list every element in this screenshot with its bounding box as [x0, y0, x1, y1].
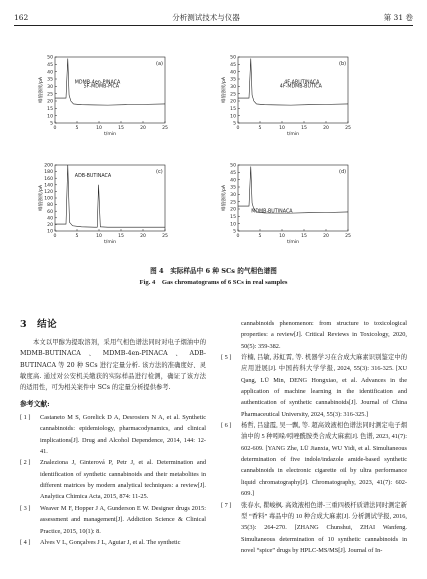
reference-item — [20, 412, 206, 457]
reference-text: Alves V L, Gonçalves J L, Aguiar J, et al. The synthetic — [40, 538, 181, 546]
y-tick-label: 40 — [47, 216, 53, 222]
y-tick-label: 15 — [230, 214, 236, 220]
x-tick-label: 5 — [75, 126, 79, 131]
y-tick-label: 120 — [44, 190, 53, 195]
chromatogram-panel-a — [39, 55, 215, 142]
x-axis-label: t/min — [286, 240, 300, 245]
reference-text: 许楠, 吕敏, 苏虹霄, 等. 机器学习在合成大麻素识别鉴定中的应用进展[J]. 中国药科大学学报, 2024, 55(3): 316-325. [XU Qang, LÜ Min, DENG Hongxiao, et al. Advances in the application of machine learning in the identification and authentication of synthetic cannabinoids[J]. Journal of China Pharmaceutical University, 2024, 55(3): 316-325.] — [241, 354, 407, 418]
reference-item — [221, 420, 407, 499]
y-tick-label: 20 — [47, 223, 53, 228]
y-tick-label: 35 — [47, 77, 53, 83]
y-tick-label: 180 — [44, 170, 53, 176]
y-tick-label: 15 — [230, 106, 236, 112]
page-number: 162 — [14, 12, 29, 22]
y-tick-label: 10 — [47, 229, 53, 235]
y-axis-label: 峰值强度/pA — [39, 77, 44, 103]
x-axis-label: t/min — [103, 132, 117, 137]
chromatogram-panel-b — [222, 55, 398, 142]
figure-caption-en: Fig. 4 Gas chromatograms of 6 SCs in real samples — [139, 279, 288, 286]
chromatogram-panel-d — [222, 163, 398, 250]
x-tick-label: 20 — [140, 126, 146, 131]
reference-item — [20, 503, 206, 537]
y-tick-label: 10 — [47, 114, 53, 120]
volume-label: 第 31 卷 — [383, 12, 413, 22]
panel-letter: (b) — [339, 61, 347, 67]
peak-label: 4F-ABUTINACA — [284, 80, 320, 86]
peak-label: 4F-MDMB-BUTICA — [279, 84, 322, 90]
x-tick-label: 15 — [118, 126, 124, 131]
reference-number: [ 5 ] — [221, 354, 232, 362]
y-tick-label: 5 — [50, 121, 53, 127]
chromatogram-b — [222, 55, 398, 142]
peak-label: 5F-MDMB-PICA — [83, 84, 120, 90]
y-axis-label: 峰值强度/pA — [222, 77, 227, 103]
y-tick-label: 160 — [44, 176, 53, 182]
x-tick-label: 15 — [118, 234, 124, 239]
y-tick-label: 20 — [47, 99, 53, 105]
references-list-right — [221, 352, 407, 556]
y-tick-label: 50 — [47, 55, 53, 61]
y-tick-label: 60 — [47, 209, 53, 215]
references-list-left — [20, 412, 206, 548]
chromatogram-panel-c — [39, 163, 215, 250]
y-tick-label: 50 — [230, 163, 236, 169]
peak-label: MDMB-BUTINACA — [251, 209, 293, 215]
x-tick-label: 25 — [162, 126, 168, 131]
x-tick-label: 10 — [279, 126, 285, 131]
y-tick-label: 25 — [47, 92, 53, 98]
reference-text: 杨哲, 吕建霞, 吴一飘, 等. 超高效液相色谱法同时测定电子烟油中的 5 种吲哚/吲唑酰胺类合成大麻素[J]. 色谱, 2023, 41(7): 602-609. [YANG Zhe, LÜ Jianxia, WU Yidi, et al. Simultaneous determination of five indole/indazole amide-based synthetic cannabinoids in electronic cigarette oil by ultra performance liquid chromatography[J]. Chromatography, 2023, 41(7): 602-609.] — [241, 422, 407, 498]
y-tick-label: 45 — [47, 62, 53, 68]
x-tick-label: 5 — [75, 234, 79, 239]
y-tick-label: 200 — [44, 163, 53, 169]
plot-frame — [238, 57, 348, 123]
y-tick-label: 10 — [230, 222, 236, 228]
chromatogram-a — [39, 55, 215, 142]
x-axis-label: t/min — [286, 132, 300, 137]
x-tick-label: 15 — [301, 126, 307, 131]
y-tick-label: 15 — [47, 106, 53, 112]
y-tick-label: 45 — [230, 170, 236, 176]
panel-letter: (d) — [339, 169, 347, 175]
reference-number: [ 6 ] — [221, 422, 232, 430]
panel-letter: (a) — [156, 61, 163, 67]
x-tick-label: 20 — [323, 126, 329, 131]
y-tick-label: 5 — [233, 229, 236, 235]
y-tick-label: 25 — [230, 200, 236, 206]
x-tick-label: 25 — [345, 234, 351, 239]
chromatogram-c — [39, 163, 215, 250]
x-tick-label: 25 — [162, 234, 168, 239]
right-column — [221, 318, 407, 556]
x-axis-label: t/min — [103, 240, 117, 245]
y-tick-label: 5 — [233, 121, 236, 127]
x-tick-label: 0 — [236, 234, 240, 239]
y-tick-label: 35 — [230, 185, 236, 191]
section-title: 3 结论 — [20, 319, 58, 330]
y-tick-label: 40 — [230, 178, 236, 184]
x-tick-label: 0 — [53, 126, 57, 131]
reference-number: [ 3 ] — [20, 504, 31, 512]
y-tick-label: 45 — [230, 62, 236, 68]
y-tick-label: 25 — [230, 92, 236, 98]
y-tick-label: 80 — [47, 203, 53, 209]
x-tick-label: 10 — [96, 126, 102, 131]
y-tick-label: 100 — [44, 196, 53, 202]
y-tick-label: 50 — [230, 55, 236, 61]
x-tick-label: 25 — [345, 126, 351, 131]
reference-item — [221, 352, 407, 420]
y-tick-label: 30 — [230, 84, 236, 90]
x-tick-label: 20 — [140, 234, 146, 239]
y-tick-label: 20 — [230, 99, 236, 105]
y-tick-label: 140 — [44, 183, 53, 189]
y-tick-label: 10 — [230, 114, 236, 120]
y-tick-label: 35 — [230, 77, 236, 83]
panel-letter: (c) — [156, 169, 163, 175]
reference-text: Castaneto M S, Gorelick D A, Desrosiers N A, et al. Synthetic cannabinoids: epidemiology, pharmacodynamics, and clinical implications[J]. Drug and Alcohol Dependence, 2014, 144: 12-41. — [40, 414, 206, 456]
reference-text: Weaver M F, Hopper J A, Gunderson E W. Designer drugs 2015: assessment and management[J]. Addiction Science & Clinical Practice, 2015, 10(1): 8. — [40, 504, 206, 535]
y-tick-label: 40 — [230, 70, 236, 76]
x-tick-label: 20 — [323, 234, 329, 239]
x-tick-label: 15 — [301, 234, 307, 239]
peak-label: ADB-BUTINACA — [74, 173, 112, 179]
reference-text: 张春水, 瞿峻枫. 高效液相色谱-三重四极杆质谱法同时测定新型 “香料” 毒品中的 10 种合成大麻素[J]. 分析测试学报, 2016, 35(3): 264-270. [ZHANG Chunshui, ZHAI Wanfeng. Simultaneous determination of 10 synthetic cannabinoids in novel “spice” drugs by HPLC-MS/MS[J]. Journal of In- — [241, 501, 407, 554]
y-tick-label: 40 — [47, 70, 53, 76]
reference-item — [20, 537, 206, 548]
peak-label: MDMB-4en-PINACA — [74, 80, 121, 86]
chromatogram-trace — [238, 166, 348, 213]
reference-number: [ 7 ] — [221, 501, 232, 509]
reference-item — [221, 500, 407, 557]
x-tick-label: 0 — [53, 234, 57, 239]
y-tick-label: 30 — [230, 192, 236, 198]
y-axis-label: 峰值强度/pA — [39, 185, 44, 211]
reference-number: [ 1 ] — [20, 414, 31, 422]
x-tick-label: 5 — [258, 234, 262, 239]
left-column — [20, 318, 206, 548]
y-tick-label: 30 — [47, 84, 53, 90]
reference-continuation: cannabinoids phenomenon: from structure to toxicological properties: a review[J]. Critical Reviews in Toxicology, 2020, 50(5): 359-382. — [241, 320, 407, 350]
y-tick-label: 20 — [230, 207, 236, 213]
chromatogram-d — [222, 163, 398, 250]
reference-number: [ 2 ] — [20, 459, 31, 467]
conclusion-paragraph: 本文以甲醇为提取溶剂，采用气相色谱法同时对电子烟油中的 MDMB-BUTINACA、MDMB-4en-PINACA、ADB-BUTINACA 等 20 种 SCs 进行定量分析. 该方法的准确度好、灵敏度高. 通过对公安机关缴获的实际样品进行检测，确证了该方法的适用性，可为相关案件中 SCs 的定量分析提供参考. — [20, 339, 206, 392]
x-tick-label: 10 — [96, 234, 102, 239]
y-axis-label: 峰值强度/pA — [222, 185, 227, 211]
x-tick-label: 10 — [279, 234, 285, 239]
plot-frame — [55, 57, 165, 123]
references-heading: 参考文献: — [20, 399, 50, 408]
x-tick-label: 5 — [258, 126, 262, 131]
plot-frame — [238, 165, 348, 231]
reference-number: [ 4 ] — [20, 538, 31, 546]
x-tick-label: 0 — [236, 126, 240, 131]
journal-title: 分析测试技术与仪器 — [172, 12, 240, 22]
header-rule — [14, 25, 413, 26]
reference-text: Znaleziona J, Ginterová P, Petr J, et al. Determination and identification of synthetic cannabinoids and their metabolites in different matrices by modern analytical techniques: a review[J]. Analytica Chimica Acta, 2015, 874: 11-25. — [40, 459, 206, 501]
running-header — [14, 10, 413, 24]
reference-item — [20, 457, 206, 502]
figure-caption-cn: 图 4 实际样品中 6 种 SCs 的气相色谱图 — [150, 267, 277, 275]
